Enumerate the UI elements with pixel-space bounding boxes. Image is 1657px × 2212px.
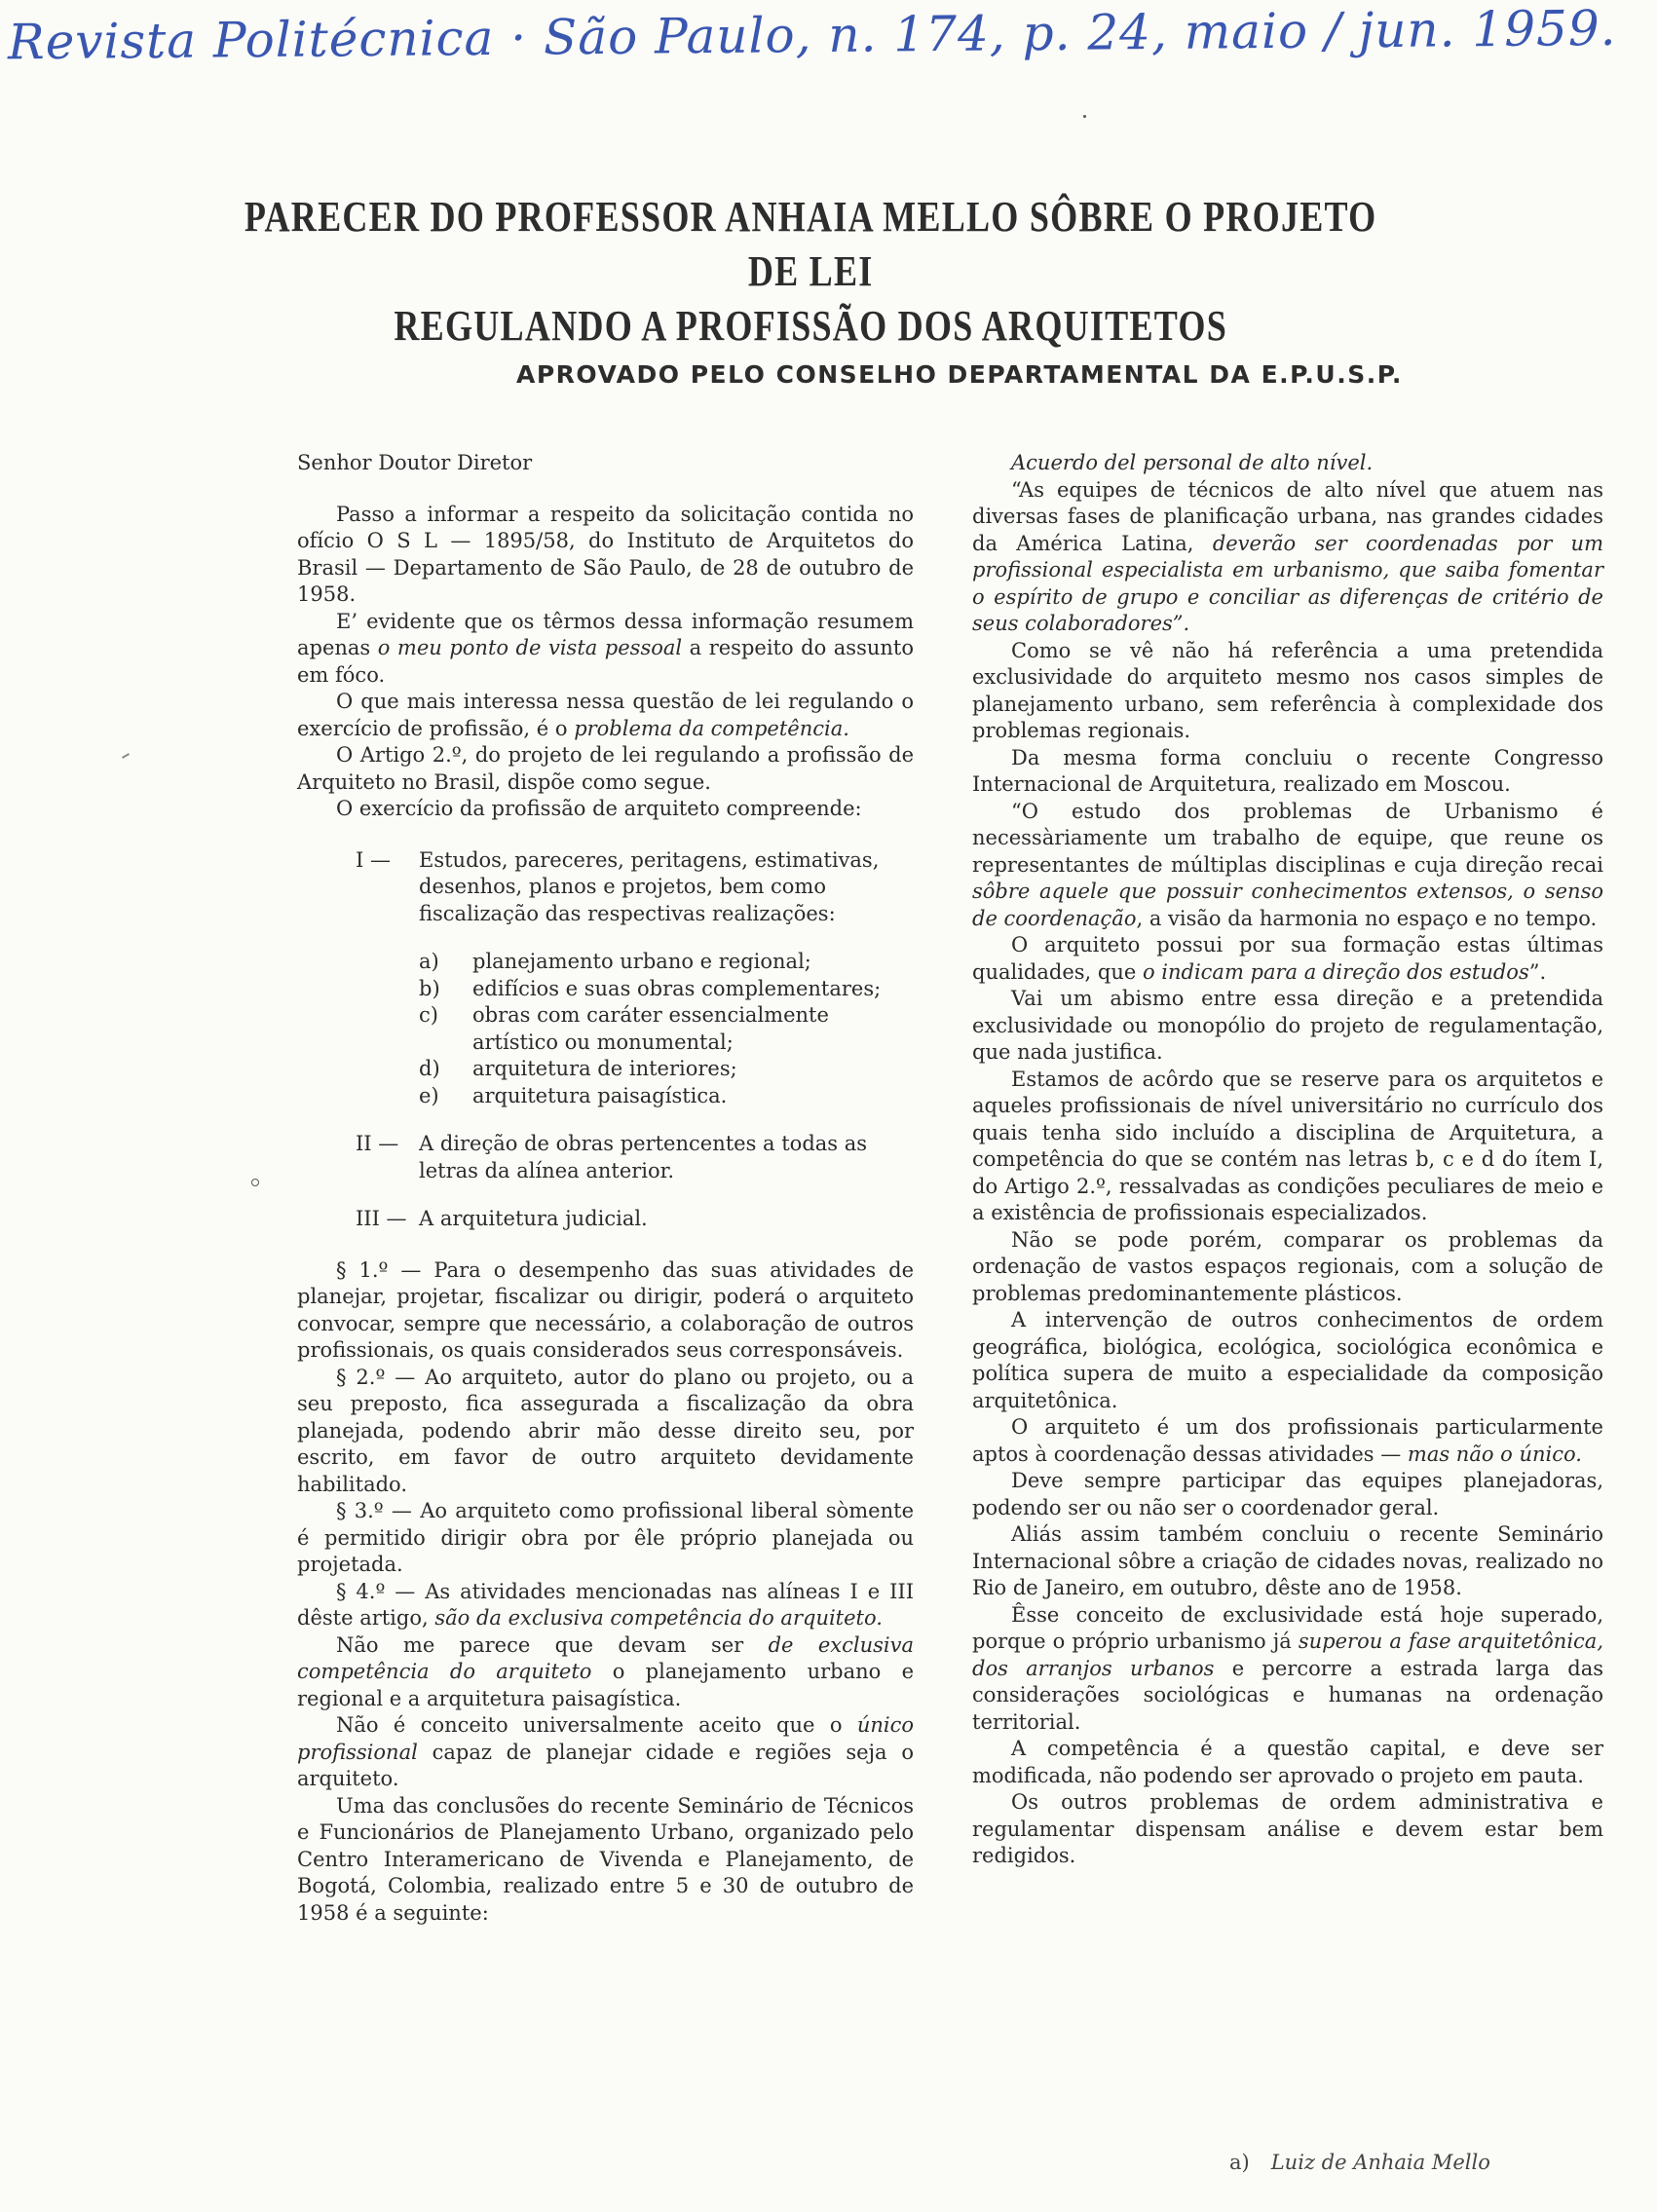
paragraph — [972, 638, 1603, 745]
text: Não se pode porém, comparar os problemas da ordenação de vastos espaços regionais, com a solução de problemas predominantemente plásticos. — [972, 1227, 1603, 1305]
paragraph — [972, 477, 1603, 638]
paragraph — [297, 1712, 914, 1793]
sub-letter: c) — [419, 1003, 438, 1027]
text: Uma das conclusões do recente Seminário de Técnicos e Funcionários de Planejamento Urbano, organizado pelo Centro Interamericano de Vivenda e Planejamento, de Bogotá, Colombia, realizado entre 5 e 30 de outubro de 1958 é a seguinte: — [297, 1793, 914, 1925]
sub-text: arquitetura de interiores; — [472, 1057, 737, 1080]
title-line-2: REGULANDO A PROFISSÃO DOS ARQUITETOS — [394, 302, 1227, 350]
paragraph — [972, 1521, 1603, 1602]
text: Estamos de acôrdo que se reserve para os arquitetos e aqueles profissionais de nível universitário no currículo dos quais tenha sido incluído a disciplina de Arquitetura, a competência do que se contém nas letras b, c e d do ítem I, do Artigo 2.º, ressalvadas as condições peculiares de meio e a existência de profissionais especializados. — [972, 1067, 1603, 1224]
item-text: A arquitetura judicial. — [419, 1207, 648, 1230]
text: A competência é a questão capital, e deve ser modificada, não podendo ser aprovado o projeto em pauta. — [972, 1737, 1603, 1787]
text: o planejamento urbano e regional e a arquitetura paisagística. — [297, 1660, 914, 1710]
article-items — [297, 847, 914, 1233]
sub-text: edifícios e suas obras complementares; — [472, 976, 882, 1000]
paragraph — [297, 609, 914, 690]
item-ii — [356, 1131, 914, 1184]
item-i — [356, 847, 914, 928]
emphasis: mas não o único. — [1407, 1442, 1582, 1466]
paragraph — [297, 1632, 914, 1713]
text: O Artigo 2.º, do projeto de lei regulando a profissão de Arquiteto no Brasil, dispõe como segue. — [297, 743, 914, 794]
paragraph-section-2 — [297, 1365, 914, 1499]
signature-prefix: a) — [1229, 2151, 1250, 2174]
handwritten-citation: Revista Politécnica · São Paulo, n. 174, p. 24, maio / jun. 1959. — [7, 0, 1617, 71]
sub-letter: b) — [419, 976, 440, 1000]
paragraph — [972, 1067, 1603, 1227]
text: § 4.º — As atividades mencionadas nas alíneas I e III dêste artigo, — [297, 1579, 914, 1630]
paragraph-section-3 — [297, 1498, 914, 1579]
emphasis: deverão ser coordenadas por um profissional especialista em urbanismo, que saiba fomentar o espírito de grupo e conciliar as diferenças de critério de seus colaboradores”. — [972, 531, 1603, 635]
item-number: I — — [356, 847, 391, 872]
paragraph — [972, 986, 1603, 1067]
text: ”. — [1528, 959, 1547, 984]
paragraph — [297, 689, 914, 742]
sub-letter: d) — [419, 1057, 440, 1080]
emphasis: o indicam para a direção dos estudos — [1142, 959, 1529, 984]
signature — [1229, 2151, 1490, 2174]
text: a respeito do assunto em fóco. — [297, 636, 914, 687]
item-number: II — — [356, 1132, 399, 1155]
sub-text: planejamento urbano e regional; — [472, 950, 811, 973]
sub-item — [419, 949, 914, 976]
text: Da mesma forma concluiu o recente Congresso Internacional de Arquitetura, realizado em Moscou. — [972, 745, 1603, 796]
text: Passo a informar a respeito da solicitação contida no ofício O S L — 1895/58, do Instituto de Arquitetos do Brasil — Departamento de São Paulo, de 28 de outubro de 1958. — [297, 502, 914, 606]
title-line-1: PARECER DO PROFESSOR ANHAIA MELLO SÔBRE O PROJETO DE LEI — [244, 193, 1377, 295]
text: Como se vê não há referência a uma pretendida exclusividade do arquiteto mesmo nos casos simples de planejamento urbano, sem referência à complexidade dos problemas regionais. — [972, 638, 1603, 742]
text: Deve sempre participar das equipes planejadoras, podendo ser ou não ser o coordenador geral. — [972, 1469, 1603, 1519]
page-title — [244, 190, 1377, 354]
sub-item — [419, 1056, 914, 1083]
emphasis: Acuerdo del personal de alto nível. — [1011, 451, 1374, 474]
paragraph — [972, 745, 1603, 799]
margin-mark — [122, 753, 130, 759]
sub-items — [419, 949, 914, 1109]
text: O arquiteto possui por sua formação estas últimas qualidades, que — [972, 933, 1603, 984]
text: E’ evidente que os têrmos dessa informação resumem apenas — [297, 609, 914, 659]
text: Não é conceito universalmente aceito que o — [336, 1713, 857, 1737]
paragraph — [972, 1307, 1603, 1414]
greeting: Senhor Doutor Diretor — [297, 451, 533, 474]
text: e percorre a estrada larga das considerações sociológicas e humanas na ordenação territorial. — [972, 1656, 1603, 1734]
sub-letter: e) — [419, 1083, 439, 1107]
text: “O estudo dos problemas de Urbanismo é necessàriamente um trabalho de equipe, que reune os representantes de múltiplas disciplinas e cuja direção recai — [972, 799, 1603, 877]
emphasis: problema da competência. — [574, 716, 849, 740]
paragraph — [972, 1736, 1603, 1789]
paragraph — [297, 1793, 914, 1928]
paragraph — [972, 1468, 1603, 1521]
paragraph — [972, 1414, 1603, 1468]
paragraph — [972, 799, 1603, 933]
text: Aliás assim também concluiu o recente Seminário Internacional sôbre a criação de cidades novas, realizado no Rio de Janeiro, em outubro, dêste ano de 1958. — [972, 1522, 1603, 1599]
sub-item — [419, 976, 914, 1003]
emphasis: são da exclusiva competência do arquiteto. — [434, 1606, 883, 1630]
right-column — [972, 450, 1603, 1870]
paragraph-section-4 — [297, 1579, 914, 1632]
text: capaz de planejar cidade e regiões seja o arquiteto. — [297, 1740, 914, 1790]
sub-letter: a) — [419, 950, 439, 973]
text: “As equipes de técnicos de alto nível que atuem nas diversas fases de planificação urbana, nas grandes cidades da América Latina, — [972, 477, 1603, 555]
subtitle: APROVADO PELO CONSELHO DEPARTAMENTAL DA E.P.U.S.P. — [516, 360, 1403, 389]
paragraph — [972, 1227, 1603, 1308]
sub-text: obras com caráter essencialmente artístico ou monumental; — [472, 1003, 829, 1054]
emphasis: o meu ponto de vista pessoal — [377, 636, 683, 659]
emphasis: único profissional — [297, 1713, 914, 1764]
item-text: A direção de obras pertencentes a todas as letras da alínea anterior. — [419, 1132, 868, 1182]
text: Não me parece que devam ser — [336, 1632, 769, 1657]
text: A intervenção de outros conhecimentos de ordem geográfica, biológica, ecológica, sociológica econômica e política supera de muito a especialidade da composição arquitetônica. — [972, 1308, 1603, 1412]
paragraph — [972, 1789, 1603, 1870]
item-number: III — — [356, 1207, 407, 1230]
emphasis: sôbre aquele que possuir conhecimentos extensos, o senso de coordenação — [972, 880, 1603, 930]
left-column — [297, 450, 914, 1927]
paragraph — [297, 796, 914, 823]
text: Êsse conceito de exclusividade está hoje superado, porque o próprio urbanismo já — [972, 1602, 1603, 1653]
paragraph — [297, 742, 914, 796]
margin-circle — [251, 1179, 259, 1186]
item-text: Estudos, pareceres, peritagens, estimativas, desenhos, planos e projetos, bem como fiscalização das respectivas realizações: — [419, 847, 880, 925]
paragraph — [297, 502, 914, 609]
text: § 1.º — Para o desempenho das suas atividades de planejar, projetar, fiscalizar ou dirigir, poderá o arquiteto convocar, sempre que necessário, a colaboração de outros profissionais, os quais considerados seus corresponsáveis. — [297, 1257, 914, 1362]
text: § 3.º — Ao arquiteto como profissional liberal sòmente é permitido dirigir obra por êle próprio planejada ou projetada. — [297, 1499, 914, 1576]
ink-dot — [1083, 115, 1086, 118]
text: O exercício da profissão de arquiteto compreende: — [336, 797, 862, 820]
text: O que mais interessa nessa questão de lei regulando o exercício de profissão, é o — [297, 690, 914, 740]
paragraph — [972, 450, 1603, 477]
sub-item — [419, 1083, 914, 1110]
item-iii — [356, 1206, 914, 1233]
paragraph — [972, 932, 1603, 986]
paragraph — [972, 1602, 1603, 1737]
text: § 2.º — Ao arquiteto, autor do plano ou projeto, ou a seu preposto, fica assegurada a fiscalização da obra planejada, podendo abrir mão desse direito seu, por escrito, em favor de outro arquiteto devidamente habilitado. — [297, 1365, 914, 1496]
emphasis: superou a fase arquitetônica, dos arranjos urbanos — [972, 1630, 1604, 1680]
signature-name: Luiz de Anhaia Mello — [1270, 2151, 1490, 2174]
text: , a visão da harmonia no espaço e no tempo. — [1136, 906, 1598, 930]
emphasis: de exclusiva competência do arquiteto — [297, 1632, 914, 1683]
text: O arquiteto é um dos profissionais particularmente aptos à coordenação dessas atividades — — [972, 1415, 1603, 1466]
sub-text: arquitetura paisagística. — [472, 1083, 728, 1107]
text: Vai um abismo entre essa direção e a pretendida exclusividade ou monopólio do projeto de regulamentação, que nada justifica. — [972, 987, 1603, 1064]
sub-item — [419, 1002, 914, 1056]
text: Os outros problemas de ordem administrativa e regulamentar dispensam análise e devem estar bem redigidos. — [972, 1790, 1603, 1867]
paragraph-section-1 — [297, 1257, 914, 1365]
